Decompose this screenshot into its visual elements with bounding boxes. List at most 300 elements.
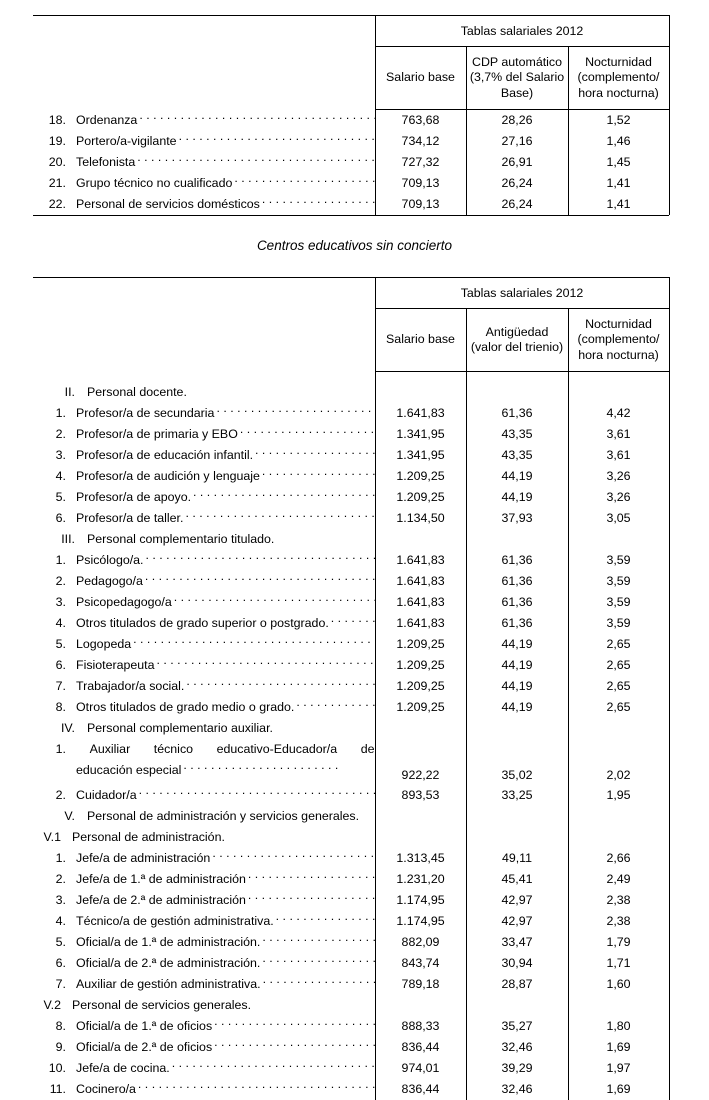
row-number: 2. bbox=[38, 785, 66, 806]
cell-nocturnidad: 3,59 bbox=[568, 571, 669, 592]
row-description-cell bbox=[33, 613, 375, 634]
row-description-cell bbox=[33, 634, 375, 655]
leader-dots bbox=[133, 635, 374, 648]
leader-dots bbox=[145, 572, 375, 585]
row-description-cell bbox=[33, 974, 375, 995]
row-description bbox=[33, 403, 375, 424]
cell-cdp-automatico: 26,24 bbox=[466, 173, 568, 194]
table-row bbox=[33, 1079, 669, 1100]
cell-nocturnidad: 3,61 bbox=[568, 445, 669, 466]
table-row bbox=[33, 869, 669, 890]
row-description-cell bbox=[33, 571, 375, 592]
row-description bbox=[33, 613, 375, 634]
cell-antiguedad bbox=[466, 995, 568, 1016]
row-number: 3. bbox=[38, 592, 66, 613]
cell-nocturnidad: 1,45 bbox=[568, 152, 669, 173]
table-row bbox=[33, 1016, 669, 1037]
cell-nocturnidad: 1,41 bbox=[568, 173, 669, 194]
row-description-cell bbox=[33, 110, 375, 132]
header-col-salario-base-text: Salario base bbox=[386, 70, 455, 84]
header-col-nocturnidad-line1: Nocturnidad bbox=[585, 55, 652, 69]
row-description-cell bbox=[33, 676, 375, 697]
row-description bbox=[33, 655, 375, 676]
table-row bbox=[33, 953, 669, 974]
table-row bbox=[33, 848, 669, 869]
row-description bbox=[33, 131, 375, 152]
row-label: Grupo técnico no cualificado bbox=[76, 173, 232, 194]
row-description bbox=[33, 152, 375, 173]
row-description-cell bbox=[33, 911, 375, 932]
cell-cdp-automatico: 28,26 bbox=[466, 110, 568, 132]
leader-dots bbox=[296, 698, 374, 711]
cell-antiguedad: 44,19 bbox=[466, 487, 568, 508]
cell-nocturnidad: 1,60 bbox=[568, 974, 669, 995]
table-row bbox=[33, 932, 669, 953]
cell-antiguedad: 43,35 bbox=[466, 424, 568, 445]
cell-salario-base: 1.209,25 bbox=[375, 655, 466, 676]
table-row bbox=[33, 697, 669, 718]
header-col-antiguedad bbox=[466, 309, 568, 372]
row-number: 11. bbox=[38, 1079, 66, 1100]
row-label: Auxiliar de gestión administrativa. bbox=[76, 974, 261, 995]
leader-dots bbox=[255, 446, 374, 459]
cell-antiguedad bbox=[466, 718, 568, 739]
cell-nocturnidad: 3,59 bbox=[568, 613, 669, 634]
cell-antiguedad: 35,27 bbox=[466, 1016, 568, 1037]
cell-salario-base bbox=[375, 718, 466, 739]
row-label: Jefe/a de cocina. bbox=[76, 1058, 170, 1079]
cell-nocturnidad: 2,65 bbox=[568, 655, 669, 676]
row-description-cell bbox=[33, 550, 375, 571]
cell-salario-base: 836,44 bbox=[375, 1037, 466, 1058]
row-number: 21. bbox=[38, 173, 66, 194]
section-heading bbox=[33, 382, 375, 403]
row-label-word: Auxiliar bbox=[90, 739, 131, 760]
table-row bbox=[33, 785, 669, 806]
row-description-cell bbox=[33, 995, 375, 1016]
row-label: educación especial bbox=[76, 760, 181, 781]
cell-salario-base: 1.641,83 bbox=[375, 571, 466, 592]
row-number: 1. bbox=[38, 848, 66, 869]
section-label: Personal complementario titulado. bbox=[87, 529, 276, 550]
row-label: Telefonista bbox=[76, 152, 135, 173]
row-description-cell bbox=[33, 869, 375, 890]
row-label: Oficial/a de 1.ª de administración. bbox=[76, 932, 260, 953]
cell-nocturnidad: 2,02 bbox=[568, 739, 669, 785]
spacer-cell bbox=[33, 372, 375, 383]
row-number: 4. bbox=[38, 466, 66, 487]
row-description bbox=[33, 592, 375, 613]
cell-nocturnidad: 3,26 bbox=[568, 487, 669, 508]
leader-dots bbox=[179, 132, 375, 145]
row-description bbox=[33, 974, 375, 995]
leader-dots bbox=[214, 1038, 374, 1051]
cell-nocturnidad bbox=[568, 372, 669, 383]
row-label: Pedagogo/a bbox=[76, 571, 143, 592]
row-description-cell bbox=[33, 1037, 375, 1058]
cell-nocturnidad: 2,65 bbox=[568, 676, 669, 697]
table-row bbox=[33, 974, 669, 995]
cell-antiguedad: 44,19 bbox=[466, 676, 568, 697]
leader-dots bbox=[212, 849, 374, 862]
row-number: 6. bbox=[38, 508, 66, 529]
section-label: Personal de administración. bbox=[72, 827, 227, 848]
cell-antiguedad bbox=[466, 382, 568, 403]
row-label: Profesor/a de secundaria bbox=[76, 403, 214, 424]
cell-salario-base: 974,01 bbox=[375, 1058, 466, 1079]
row-description bbox=[33, 890, 375, 911]
row-description bbox=[33, 1037, 375, 1058]
header-group-label: Tablas salariales 2012 bbox=[375, 16, 669, 47]
table-bottom-header bbox=[33, 278, 669, 372]
row-description bbox=[33, 785, 375, 806]
leader-dots bbox=[248, 870, 375, 883]
cell-nocturnidad bbox=[568, 529, 669, 550]
row-label: Profesor/a de apoyo. bbox=[76, 487, 191, 508]
row-label: Jefe/a de 2.ª de administración bbox=[76, 890, 246, 911]
header-col-nocturnidad-line3: hora nocturna) bbox=[578, 86, 659, 100]
cell-antiguedad: 44,19 bbox=[466, 697, 568, 718]
row-number: 1. bbox=[38, 550, 66, 571]
row-description-cell bbox=[33, 592, 375, 613]
row-description bbox=[33, 634, 375, 655]
table-row bbox=[33, 152, 669, 173]
section-label: Personal de administración y servicios generales. bbox=[87, 806, 361, 827]
table-row bbox=[33, 173, 669, 194]
row-description-cell bbox=[33, 827, 375, 848]
table-row bbox=[33, 655, 669, 676]
table-row bbox=[33, 403, 669, 424]
cell-salario-base bbox=[375, 995, 466, 1016]
cell-antiguedad: 33,25 bbox=[466, 785, 568, 806]
cell-nocturnidad bbox=[568, 382, 669, 403]
table-row bbox=[33, 1037, 669, 1058]
row-number: 5. bbox=[38, 634, 66, 655]
header-col-nocturnidad bbox=[568, 47, 669, 110]
leader-dots bbox=[331, 614, 375, 627]
cell-salario-base: 763,68 bbox=[375, 110, 466, 132]
header-blank-cell bbox=[33, 278, 375, 372]
header-col-nocturnidad-line1: Nocturnidad bbox=[585, 317, 652, 331]
row-label-word: educativo-Educador/a bbox=[217, 739, 338, 760]
table-row bbox=[33, 676, 669, 697]
leader-dots bbox=[139, 111, 374, 124]
cell-nocturnidad: 1,69 bbox=[568, 1037, 669, 1058]
cell-cdp-automatico: 27,16 bbox=[466, 131, 568, 152]
row-label: Profesor/a de audición y lenguaje bbox=[76, 466, 260, 487]
cell-antiguedad: 28,87 bbox=[466, 974, 568, 995]
cell-salario-base: 1.641,83 bbox=[375, 613, 466, 634]
leader-dots bbox=[185, 509, 374, 522]
table-bottom-body bbox=[33, 372, 669, 1100]
leader-dots bbox=[216, 404, 374, 417]
leader-dots bbox=[363, 807, 374, 820]
row-description-cell bbox=[33, 932, 375, 953]
row-description-cell bbox=[33, 152, 375, 173]
row-description bbox=[33, 445, 375, 466]
table-row bbox=[33, 131, 669, 152]
section-number: IV. bbox=[47, 718, 75, 739]
cell-nocturnidad: 1,71 bbox=[568, 953, 669, 974]
cell-salario-base: 1.209,25 bbox=[375, 634, 466, 655]
row-number: 3. bbox=[38, 890, 66, 911]
row-description-cell bbox=[33, 194, 375, 215]
section-label: Personal de servicios generales. bbox=[72, 995, 253, 1016]
row-description-cell bbox=[33, 718, 375, 739]
cell-antiguedad: 30,94 bbox=[466, 953, 568, 974]
section-number: V. bbox=[47, 806, 75, 827]
leader-dots bbox=[172, 1059, 375, 1072]
row-description bbox=[33, 487, 375, 508]
header-col-cdp-line2: (3,7% del Salario bbox=[470, 70, 564, 84]
row-number: 8. bbox=[38, 697, 66, 718]
row-description-cell bbox=[33, 487, 375, 508]
row-description-twoline bbox=[33, 739, 375, 781]
row-description-cell bbox=[33, 445, 375, 466]
cell-antiguedad: 61,36 bbox=[466, 550, 568, 571]
row-number: 9. bbox=[38, 1037, 66, 1058]
leader-dots bbox=[183, 761, 374, 774]
section-heading bbox=[33, 806, 375, 827]
row-label: Oficial/a de 2.ª de administración. bbox=[76, 953, 260, 974]
table-top-header bbox=[33, 16, 669, 110]
row-number: 6. bbox=[38, 953, 66, 974]
row-label: Cocinero/a bbox=[76, 1079, 136, 1100]
row-description bbox=[33, 424, 375, 445]
row-label: Cuidador/a bbox=[76, 785, 137, 806]
row-description bbox=[33, 848, 375, 869]
row-number: 18. bbox=[38, 110, 66, 131]
header-col-nocturnidad bbox=[568, 309, 669, 372]
cell-salario-base: 1.341,95 bbox=[375, 424, 466, 445]
cell-antiguedad: 61,36 bbox=[466, 613, 568, 634]
table-row bbox=[33, 571, 669, 592]
row-description-cell bbox=[33, 953, 375, 974]
cell-salario-base: 1.209,25 bbox=[375, 466, 466, 487]
row-number: 4. bbox=[38, 613, 66, 634]
row-description bbox=[33, 194, 375, 215]
row-description bbox=[33, 571, 375, 592]
row-description-cell bbox=[33, 739, 375, 785]
row-description-cell bbox=[33, 403, 375, 424]
leader-dots bbox=[276, 912, 375, 925]
row-number: 22. bbox=[38, 194, 66, 215]
table-row bbox=[33, 739, 669, 785]
section-heading bbox=[33, 827, 375, 848]
cell-salario-base: 1.231,20 bbox=[375, 869, 466, 890]
leader-dots bbox=[262, 195, 375, 208]
leader-dots bbox=[255, 996, 374, 1009]
leader-dots bbox=[214, 1017, 374, 1030]
salary-table-bottom bbox=[33, 277, 670, 1100]
row-label: Profesor/a de taller. bbox=[76, 508, 183, 529]
cell-nocturnidad: 2,38 bbox=[568, 890, 669, 911]
row-description-cell bbox=[33, 529, 375, 550]
leader-dots bbox=[262, 954, 374, 967]
header-group-label: Tablas salariales 2012 bbox=[375, 278, 669, 309]
cell-cdp-automatico: 26,24 bbox=[466, 194, 568, 215]
cell-salario-base: 836,44 bbox=[375, 1079, 466, 1100]
section-heading-row bbox=[33, 529, 669, 550]
cell-salario-base: 1.134,50 bbox=[375, 508, 466, 529]
cell-antiguedad: 43,35 bbox=[466, 445, 568, 466]
row-number: 2. bbox=[38, 869, 66, 890]
cell-nocturnidad: 1,69 bbox=[568, 1079, 669, 1100]
row-description-cell bbox=[33, 848, 375, 869]
row-label: Técnico/a de gestión administrativa. bbox=[76, 911, 274, 932]
leader-dots bbox=[139, 786, 375, 799]
row-label: Jefe/a de 1.ª de administración bbox=[76, 869, 246, 890]
cell-salario-base: 882,09 bbox=[375, 932, 466, 953]
table-row bbox=[33, 592, 669, 613]
leader-dots bbox=[263, 975, 375, 988]
section-heading bbox=[33, 718, 375, 739]
row-description-cell bbox=[33, 424, 375, 445]
header-col-cdp-line3: Base) bbox=[501, 86, 533, 100]
row-number: 5. bbox=[38, 932, 66, 953]
cell-salario-base: 1.641,83 bbox=[375, 403, 466, 424]
row-label: Otros titulados de grado medio o grado. bbox=[76, 697, 294, 718]
leader-dots bbox=[138, 1080, 375, 1093]
row-description-cell bbox=[33, 382, 375, 403]
cell-antiguedad bbox=[466, 529, 568, 550]
row-label: Logopeda bbox=[76, 634, 131, 655]
row-description-cell bbox=[33, 890, 375, 911]
row-description-cell bbox=[33, 466, 375, 487]
row-description-cell bbox=[33, 131, 375, 152]
cell-salario-base: 1.174,95 bbox=[375, 890, 466, 911]
cell-salario-base bbox=[375, 806, 466, 827]
cell-salario-base: 922,22 bbox=[375, 739, 466, 785]
cell-nocturnidad: 2,65 bbox=[568, 697, 669, 718]
row-label: Profesor/a de educación infantil. bbox=[76, 445, 253, 466]
row-number: 10. bbox=[38, 1058, 66, 1079]
cell-nocturnidad: 2,65 bbox=[568, 634, 669, 655]
cell-salario-base bbox=[375, 372, 466, 383]
leader-dots bbox=[146, 551, 375, 564]
row-number: 8. bbox=[38, 1016, 66, 1037]
cell-antiguedad: 49,11 bbox=[466, 848, 568, 869]
table-row bbox=[33, 890, 669, 911]
cell-antiguedad: 32,46 bbox=[466, 1037, 568, 1058]
cell-antiguedad: 61,36 bbox=[466, 592, 568, 613]
row-label: Portero/a-vigilante bbox=[76, 131, 177, 152]
cell-nocturnidad: 2,49 bbox=[568, 869, 669, 890]
table-row bbox=[33, 445, 669, 466]
row-description-cell bbox=[33, 173, 375, 194]
cell-antiguedad bbox=[466, 827, 568, 848]
table-row bbox=[33, 466, 669, 487]
table-row bbox=[33, 424, 669, 445]
cell-salario-base: 893,53 bbox=[375, 785, 466, 806]
cell-antiguedad: 44,19 bbox=[466, 634, 568, 655]
row-label: Psicopedagogo/a bbox=[76, 592, 172, 613]
row-number: 3. bbox=[38, 445, 66, 466]
row-label-word: técnico bbox=[154, 739, 193, 760]
row-description-cell bbox=[33, 508, 375, 529]
header-blank-cell bbox=[33, 16, 375, 110]
cell-salario-base: 1.313,45 bbox=[375, 848, 466, 869]
leader-dots bbox=[240, 425, 375, 438]
row-description bbox=[33, 932, 375, 953]
cell-salario-base: 709,13 bbox=[375, 194, 466, 215]
cell-antiguedad: 39,29 bbox=[466, 1058, 568, 1079]
row-label: Oficial/a de 2.ª de oficios bbox=[76, 1037, 212, 1058]
leader-dots bbox=[157, 656, 375, 669]
header-col-salario-base-text: Salario base bbox=[386, 332, 455, 346]
cell-antiguedad: 45,41 bbox=[466, 869, 568, 890]
row-description bbox=[33, 466, 375, 487]
cell-nocturnidad: 3,05 bbox=[568, 508, 669, 529]
leader-dots bbox=[248, 891, 375, 904]
cell-antiguedad: 35,02 bbox=[466, 739, 568, 785]
table-row bbox=[33, 1058, 669, 1079]
cell-salario-base: 1.641,83 bbox=[375, 550, 466, 571]
cell-antiguedad: 61,36 bbox=[466, 403, 568, 424]
row-label: Ordenanza bbox=[76, 110, 137, 131]
cell-salario-base: 1.341,95 bbox=[375, 445, 466, 466]
table-row bbox=[33, 911, 669, 932]
leader-dots bbox=[262, 467, 375, 480]
cell-nocturnidad: 3,59 bbox=[568, 550, 669, 571]
row-label-word: de bbox=[361, 739, 375, 760]
section-caption: Centros educativos sin concierto bbox=[0, 238, 709, 253]
cell-nocturnidad: 2,38 bbox=[568, 911, 669, 932]
row-number: 1. bbox=[38, 739, 66, 760]
cell-antiguedad bbox=[466, 372, 568, 383]
table-row bbox=[33, 110, 669, 132]
cell-antiguedad: 44,19 bbox=[466, 466, 568, 487]
header-col-cdp-line1: CDP automático bbox=[472, 55, 562, 69]
header-col-salario-base bbox=[375, 309, 466, 372]
row-description-cell bbox=[33, 655, 375, 676]
row-description bbox=[33, 1016, 375, 1037]
row-description bbox=[33, 110, 375, 131]
row-number: 2. bbox=[38, 424, 66, 445]
table-top-body bbox=[33, 110, 669, 216]
cell-salario-base: 843,74 bbox=[375, 953, 466, 974]
section-number: II. bbox=[47, 382, 75, 403]
leader-dots bbox=[191, 383, 375, 396]
row-number: 2. bbox=[38, 571, 66, 592]
cell-nocturnidad: 3,26 bbox=[568, 466, 669, 487]
row-number: 7. bbox=[38, 974, 66, 995]
header-col-salario-base bbox=[375, 47, 466, 110]
section-heading bbox=[33, 529, 375, 550]
section-heading-row bbox=[33, 718, 669, 739]
cell-nocturnidad: 2,66 bbox=[568, 848, 669, 869]
row-description bbox=[33, 550, 375, 571]
section-heading bbox=[33, 995, 375, 1016]
header-col-nocturnidad-line3: hora nocturna) bbox=[578, 348, 659, 362]
row-label: Fisioterapeuta bbox=[76, 655, 155, 676]
row-description bbox=[33, 1058, 375, 1079]
cell-salario-base: 1.174,95 bbox=[375, 911, 466, 932]
leader-dots bbox=[174, 593, 375, 606]
cell-nocturnidad: 1,95 bbox=[568, 785, 669, 806]
cell-antiguedad: 33,47 bbox=[466, 932, 568, 953]
row-description bbox=[33, 676, 375, 697]
leader-dots bbox=[234, 174, 374, 187]
cell-nocturnidad: 3,59 bbox=[568, 592, 669, 613]
table-row bbox=[33, 194, 669, 215]
row-label: Jefe/a de administración bbox=[76, 848, 210, 869]
cell-nocturnidad: 4,42 bbox=[568, 403, 669, 424]
cell-nocturnidad bbox=[568, 995, 669, 1016]
cell-salario-base: 1.209,25 bbox=[375, 697, 466, 718]
table-row bbox=[33, 613, 669, 634]
row-label: Otros titulados de grado superior o postgrado. bbox=[76, 613, 329, 634]
